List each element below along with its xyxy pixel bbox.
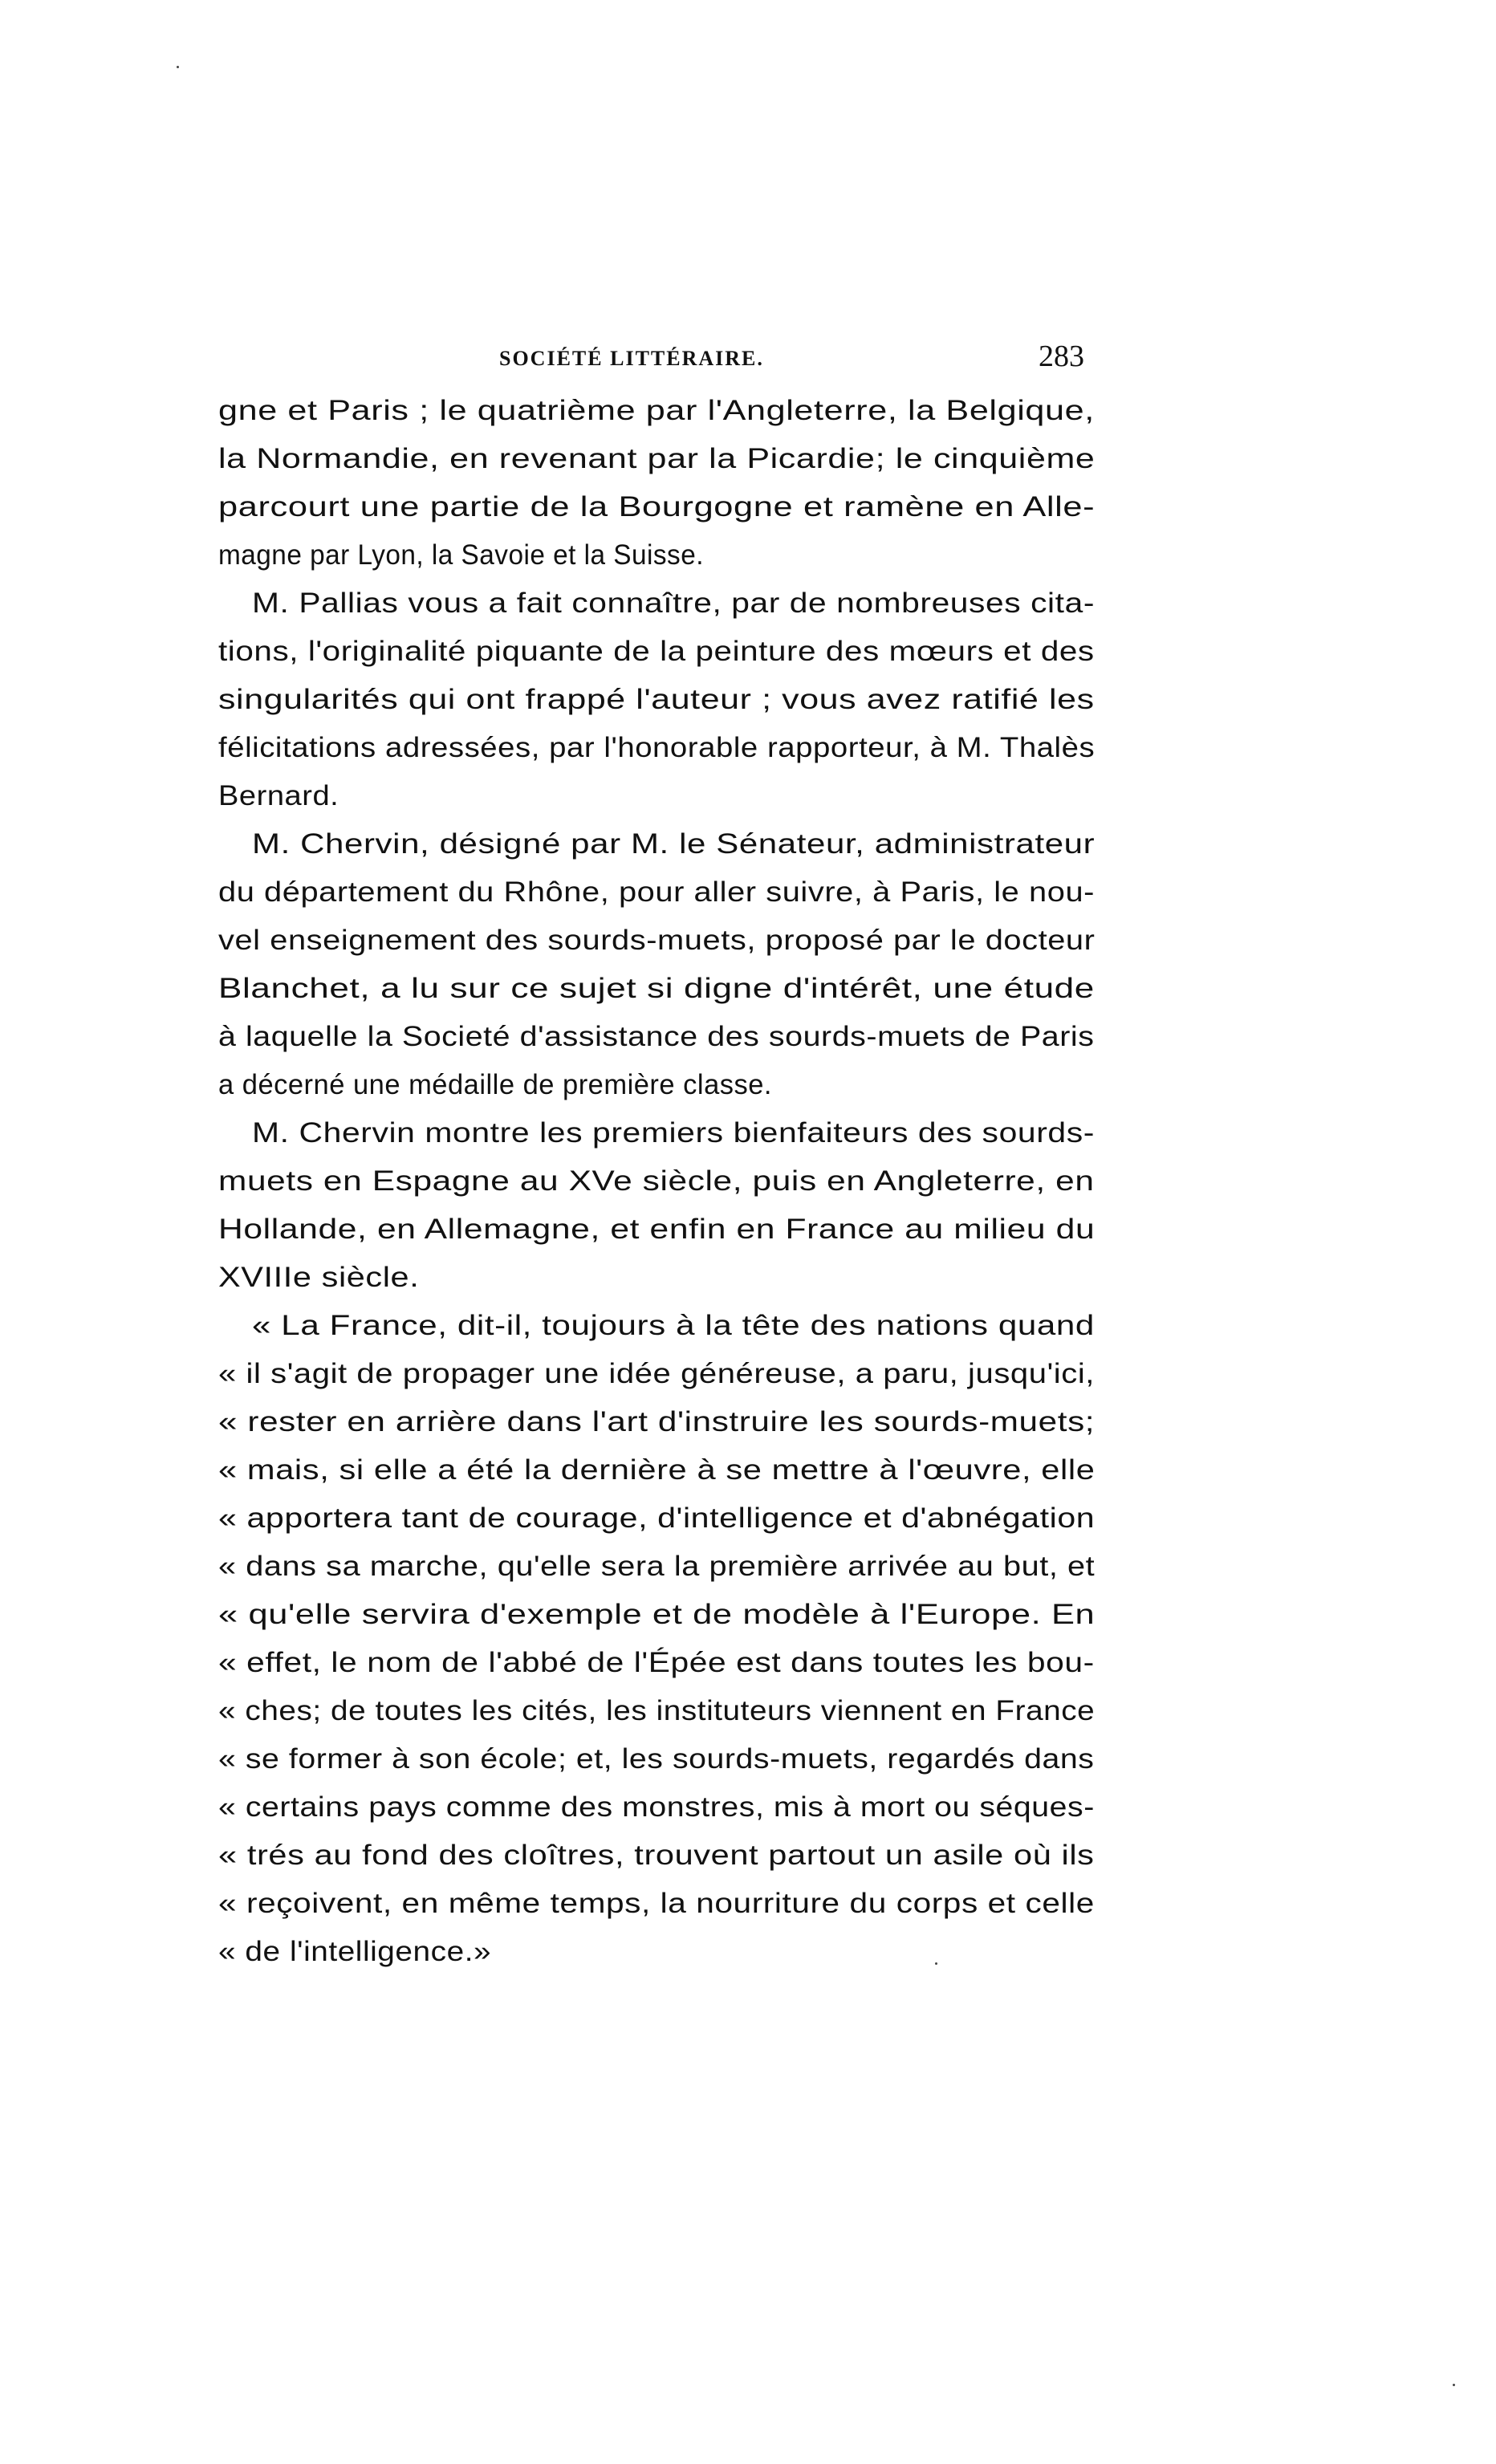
text-line: Hollande, en Allemagne, et enfin en France au milieu du — [218, 1214, 1096, 1245]
text-line: vel enseignement des sourds-muets, proposé par le docteur — [218, 925, 1096, 956]
text-line: « effet, le nom de l'abbé de l'Épée est dans toutes les bou- — [218, 1647, 1095, 1678]
text-line: du département du Rhône, pour aller suivre, à Paris, le nou- — [218, 876, 1095, 908]
text-line: gne et Paris ; le quatrième par l'Angleterre, la Belgique, — [218, 395, 1095, 426]
text-line: Blanchet, a lu sur ce sujet si digne d'intérêt, une étude — [218, 973, 1095, 1004]
text-line: la Normandie, en revenant par la Picardie; le cinquième — [218, 443, 1096, 474]
text-line: a décerné une médaille de première classe. — [218, 1069, 772, 1100]
text-line: muets en Espagne au XVe siècle, puis en Angleterre, en — [218, 1165, 1095, 1197]
paper-speck — [935, 1962, 937, 1965]
text-line: « apportera tant de courage, d'intelligence et d'abnégation — [218, 1502, 1096, 1534]
text-line: « ches; de toutes les cités, les instituteurs viennent en France — [218, 1695, 1096, 1726]
text-line: « trés au fond des cloîtres, trouvent partout un asile où ils — [218, 1840, 1095, 1871]
text-line: « se former à son école; et, les sourds-muets, regardés dans — [218, 1743, 1095, 1775]
running-header: SOCIÉTÉ LITTÉRAIRE. — [499, 347, 764, 370]
text-line: « certains pays comme des monstres, mis à mort ou séques- — [218, 1791, 1095, 1823]
paper-speck — [1453, 2384, 1455, 2386]
text-line: « mais, si elle a été la dernière à se mettre à l'œuvre, elle — [218, 1454, 1096, 1486]
text-line: M. Pallias vous a fait connaître, par de nombreuses cita- — [252, 588, 1095, 619]
text-line: M. Chervin, désigné par M. le Sénateur, administrateur — [252, 828, 1096, 860]
text-line: M. Chervin montre les premiers bienfaiteurs des sourds- — [252, 1117, 1095, 1149]
text-line: tions, l'originalité piquante de la peinture des mœurs et des — [218, 636, 1095, 667]
text-line: XVIIIe siècle. — [218, 1262, 420, 1293]
text-line: « La France, dit-il, toujours à la tête des nations quand — [252, 1310, 1095, 1341]
text-line: « dans sa marche, qu'elle sera la première arrivée au but, et — [218, 1551, 1096, 1582]
text-line: « reçoivent, en même temps, la nourriture du corps et celle — [218, 1888, 1095, 1919]
text-line: « qu'elle servira d'exemple et de modèle à l'Europe. En — [218, 1599, 1096, 1630]
text-line: « rester en arrière dans l'art d'instruire les sourds-muets; — [218, 1406, 1096, 1437]
text-line: félicitations adressées, par l'honorable rapporteur, à M. Thalès — [218, 732, 1096, 763]
text-line: Bernard. — [218, 780, 339, 811]
text-line: magne par Lyon, la Savoie et la Suisse. — [218, 539, 704, 571]
text-line: parcourt une partie de la Bourgogne et ramène en Alle- — [218, 491, 1096, 522]
page-number: 283 — [1039, 340, 1084, 373]
text-line: à laquelle la Societé d'assistance des sourds-muets de Paris — [218, 1021, 1095, 1052]
text-line: « il s'agit de propager une idée généreuse, a paru, jusqu'ici, — [218, 1358, 1095, 1389]
text-line: « de l'intelligence.» — [218, 1936, 492, 1967]
text-line: singularités qui ont frappé l'auteur ; vous avez ratifié les — [218, 684, 1095, 715]
paper-speck — [177, 66, 179, 68]
